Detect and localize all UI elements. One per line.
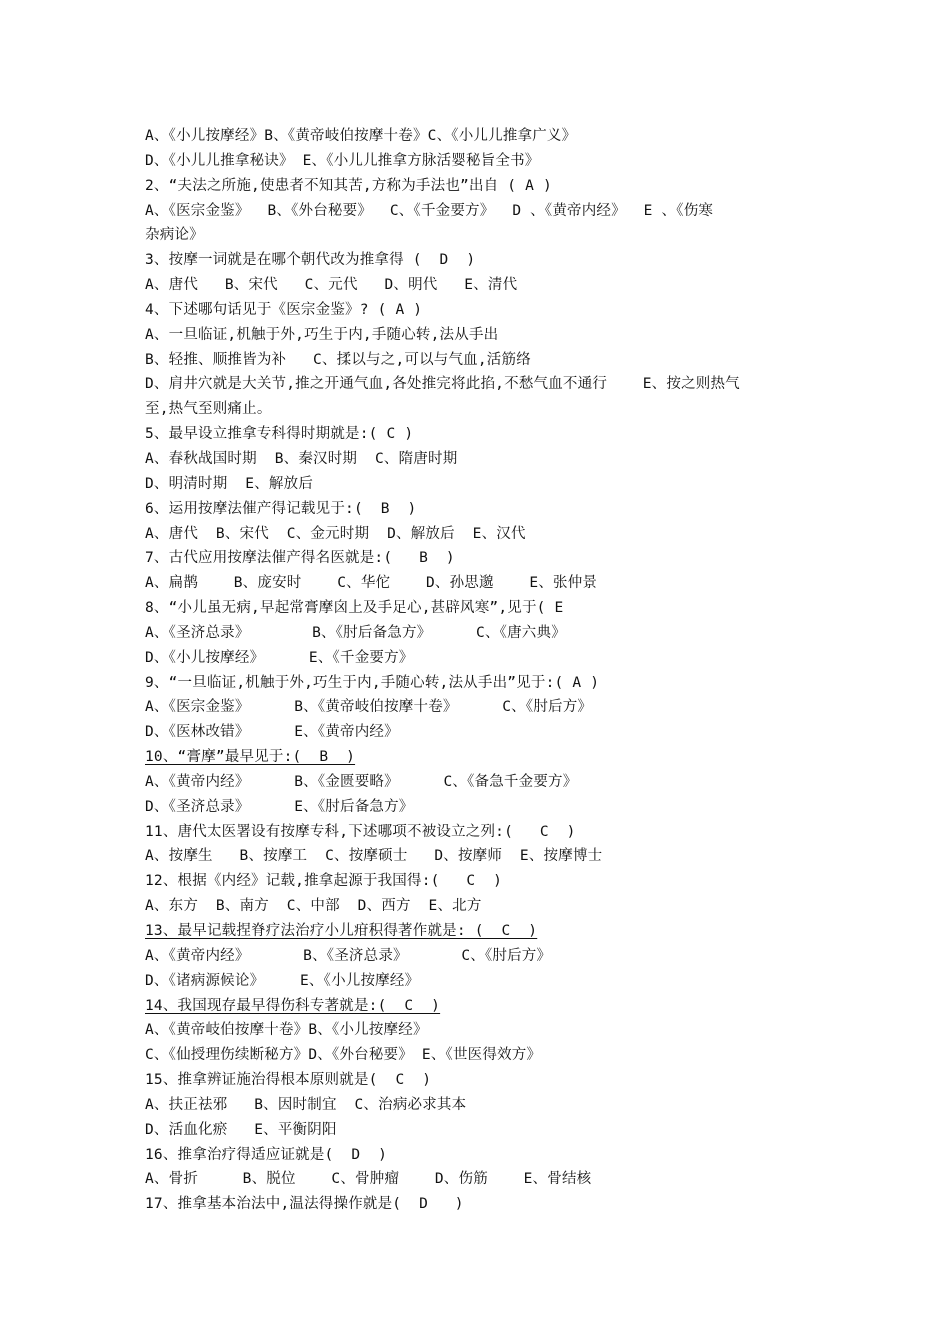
text-line: A、《圣济总录》 B、《肘后备急方》 C、《唐六典》 <box>145 624 566 641</box>
text-line: D、《小儿按摩经》 E、《千金要方》 <box>145 649 414 666</box>
text-line: A、《小儿按摩经》B、《黄帝岐伯按摩十卷》C、《小儿儿推拿广义》 <box>145 128 577 144</box>
text-line: A、《黄帝内经》 B、《圣济总录》 C、《肘后方》 <box>145 947 552 964</box>
text-line: 10、“膏摩”最早见于:( B ) <box>145 749 356 766</box>
text-line: 6、运用按摩法催产得记载见于:( B ) <box>145 500 417 517</box>
text-line: A、按摩生 B、按摩工 C、按摩硕士 D、按摩师 E、按摩博士 <box>145 848 603 865</box>
text-line: A、东方 B、南方 C、中部 D、西方 E、北方 <box>145 898 482 915</box>
text-line: D、《小儿儿推拿秘诀》 E、《小儿儿推拿方脉活婴秘旨全书》 <box>145 152 540 169</box>
text-line: 14、我国现存最早得伤科专著就是:( C ) <box>145 997 441 1014</box>
text-line: 7、古代应用按摩法催产得名医就是:( B ) <box>145 550 455 567</box>
text-line: D、活血化瘀 E、平衡阴阳 <box>145 1121 337 1138</box>
text-line: 2、“夫法之所施,使患者不知其苦,方称为手法也”出自 ( A ) <box>145 177 552 194</box>
text-line: 17、推拿基本治法中,温法得操作就是( D ) <box>145 1196 464 1213</box>
text-line: A、《医宗金鉴》 B、《黄帝岐伯按摩十卷》 C、《肘后方》 <box>145 699 593 716</box>
text-line: 11、唐代太医署设有按摩专科,下述哪项不被设立之列:( C ) <box>145 823 576 840</box>
text-line: D、《圣济总录》 E、《肘后备急方》 <box>145 798 414 815</box>
text-line: A、扶正祛邪 B、因时制宜 C、治病必求其本 <box>145 1096 467 1113</box>
text-line: D、《医林改错》 E、《黄帝内经》 <box>145 724 399 741</box>
text-line: A、扁鹊 B、庞安时 C、华佗 D、孙思邈 E、张仲景 <box>145 575 598 592</box>
text-line: D、明清时期 E、解放后 <box>145 475 314 492</box>
text-line: B、轻推、顺推皆为补 C、揉以与之,可以与气血,活筋络 <box>145 351 531 368</box>
text-line: 5、最早设立推拿专科得时期就是:( C ) <box>145 426 414 443</box>
text-line: A、骨折 B、脱位 C、骨肿瘤 D、伤筋 E、骨结核 <box>145 1171 592 1188</box>
text-line: A、唐代 B、宋代 C、元代 D、明代 E、清代 <box>145 277 518 294</box>
text-line: D、肩井穴就是大关节,推之开通气血,各处推完将此掐,不愁气血不通行 E、按之则热气 <box>145 376 740 393</box>
text-line: C、《仙授理伤续断秘方》D、《外台秘要》 E、《世医得效方》 <box>145 1047 542 1064</box>
text-line: 9、“一旦临证,机触于外,巧生于内,手随心转,法从手出”见于:( A ) <box>145 674 600 691</box>
text-line: 至,热气至则痛止。 <box>145 401 272 418</box>
text-line: 4、下述哪句话见于《医宗金鉴》? ( A ) <box>145 301 423 318</box>
text-line: A、《黄帝岐伯按摩十卷》B、《小儿按摩经》 <box>145 1022 428 1039</box>
question-list <box>145 124 815 1217</box>
text-line: 16、推拿治疗得适应证就是( D ) <box>145 1146 388 1163</box>
text-line: A、春秋战国时期 B、秦汉时期 C、隋唐时期 <box>145 450 458 467</box>
text-line: 3、按摩一词就是在哪个朝代改为推拿得 ( D ) <box>145 252 476 269</box>
text-line: 12、根据《内经》记载,推拿起源于我国得:( C ) <box>145 873 503 890</box>
text-line: A、唐代 B、宋代 C、金元时期 D、解放后 E、汉代 <box>145 525 526 542</box>
text-line: 13、最早记载捏脊疗法治疗小儿疳积得著作就是: ( C ) <box>145 923 538 939</box>
text-line: A、一旦临证,机触于外,巧生于内,手随心转,法从手出 <box>145 326 499 343</box>
text-line: A、《医宗金鉴》 B、《外台秘要》 C、《千金要方》 D 、《黄帝内经》 E 、《伤寒 <box>145 202 714 219</box>
text-line: 15、推拿辨证施治得根本原则就是( C ) <box>145 1072 432 1089</box>
text-line: D、《诸病源候论》 E、《小儿按摩经》 <box>145 972 420 989</box>
text-line: 8、“小儿虽无病,早起常膏摩囟上及手足心,甚辟风寒”,见于( E <box>145 600 564 617</box>
text-line: 杂病论》 <box>145 227 204 244</box>
text-line: A、《黄帝内经》 B、《金匮要略》 C、《备急千金要方》 <box>145 773 578 790</box>
